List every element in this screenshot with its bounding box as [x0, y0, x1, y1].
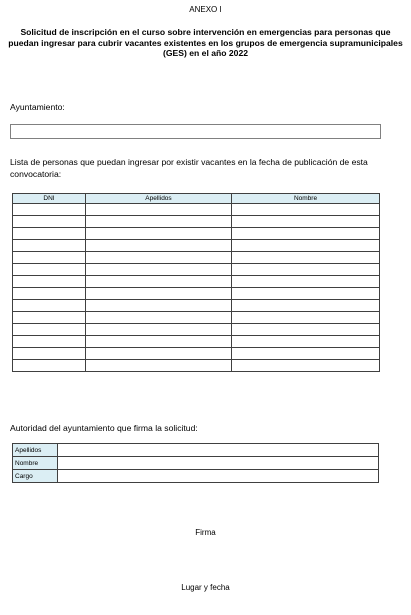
table-cell[interactable]	[13, 252, 86, 264]
authority-row-apellidos	[13, 444, 379, 457]
table-cell[interactable]	[232, 264, 380, 276]
table-cell[interactable]	[86, 264, 232, 276]
authority-row-cargo	[13, 470, 379, 483]
table-row	[13, 324, 380, 336]
table-cell[interactable]	[13, 360, 86, 372]
ayuntamiento-field[interactable]	[10, 124, 381, 139]
list-label: Lista de personas que puedan ingresar por existir vacantes en la fecha de publicación de esta convocatoria:	[10, 157, 368, 179]
table-cell[interactable]	[13, 228, 86, 240]
table-cell[interactable]	[86, 252, 232, 264]
authority-field-label: Nombre	[13, 457, 58, 470]
table-cell[interactable]	[86, 288, 232, 300]
column-header-apellidos: Apellidos	[86, 194, 232, 204]
authority-row-nombre	[13, 457, 379, 470]
table-cell[interactable]	[86, 348, 232, 360]
authority-table	[12, 443, 379, 483]
table-cell[interactable]	[232, 252, 380, 264]
table-cell[interactable]	[232, 228, 380, 240]
authority-field-label: Cargo	[13, 470, 58, 483]
table-cell[interactable]	[13, 336, 86, 348]
table-cell[interactable]	[232, 240, 380, 252]
table-cell[interactable]	[232, 204, 380, 216]
table-header-row	[13, 194, 380, 204]
table-cell[interactable]	[86, 276, 232, 288]
candidates-table	[12, 193, 380, 372]
ayuntamiento-label: Ayuntamiento:	[10, 102, 65, 112]
table-row	[13, 336, 380, 348]
table-cell[interactable]	[86, 324, 232, 336]
signature-label: Firma	[195, 528, 216, 537]
table-cell[interactable]	[232, 336, 380, 348]
table-cell[interactable]	[232, 300, 380, 312]
authority-cargo-field[interactable]	[58, 470, 379, 483]
table-row	[13, 204, 380, 216]
table-row	[13, 252, 380, 264]
table-cell[interactable]	[232, 276, 380, 288]
table-cell[interactable]	[13, 264, 86, 276]
table-cell[interactable]	[86, 204, 232, 216]
column-header-nombre: Nombre	[232, 194, 380, 204]
table-cell[interactable]	[13, 204, 86, 216]
table-row	[13, 240, 380, 252]
table-cell[interactable]	[86, 216, 232, 228]
table-cell[interactable]	[86, 240, 232, 252]
table-row	[13, 276, 380, 288]
table-cell[interactable]	[232, 288, 380, 300]
table-row	[13, 228, 380, 240]
table-cell[interactable]	[13, 300, 86, 312]
authority-label: Autoridad del ayuntamiento que firma la solicitud:	[10, 423, 198, 433]
table-row	[13, 360, 380, 372]
column-header-dni: DNI	[13, 194, 86, 204]
table-cell[interactable]	[232, 324, 380, 336]
annex-heading: ANEXO I	[189, 5, 222, 14]
document-title: Solicitud de inscripción en el curso sobre intervención en emergencias para personas que puedan ingresar para cubrir vacantes existentes en los grupos de emergencia supramunicipales (GES) en el año 2022	[8, 27, 403, 58]
authority-apellidos-field[interactable]	[58, 444, 379, 457]
table-cell[interactable]	[232, 216, 380, 228]
table-cell[interactable]	[13, 348, 86, 360]
authority-field-label: Apellidos	[13, 444, 58, 457]
table-cell[interactable]	[13, 288, 86, 300]
table-cell[interactable]	[86, 360, 232, 372]
table-row	[13, 288, 380, 300]
table-cell[interactable]	[86, 228, 232, 240]
table-cell[interactable]	[232, 360, 380, 372]
place-date-label: Lugar y fecha	[181, 583, 230, 592]
table-row	[13, 348, 380, 360]
table-row	[13, 300, 380, 312]
table-cell[interactable]	[86, 312, 232, 324]
table-row	[13, 264, 380, 276]
table-cell[interactable]	[13, 216, 86, 228]
table-cell[interactable]	[13, 312, 86, 324]
authority-nombre-field[interactable]	[58, 457, 379, 470]
table-cell[interactable]	[13, 324, 86, 336]
table-cell[interactable]	[86, 336, 232, 348]
table-cell[interactable]	[13, 240, 86, 252]
table-cell[interactable]	[86, 300, 232, 312]
table-cell[interactable]	[13, 276, 86, 288]
table-row	[13, 216, 380, 228]
table-row	[13, 312, 380, 324]
table-cell[interactable]	[232, 312, 380, 324]
table-cell[interactable]	[232, 348, 380, 360]
